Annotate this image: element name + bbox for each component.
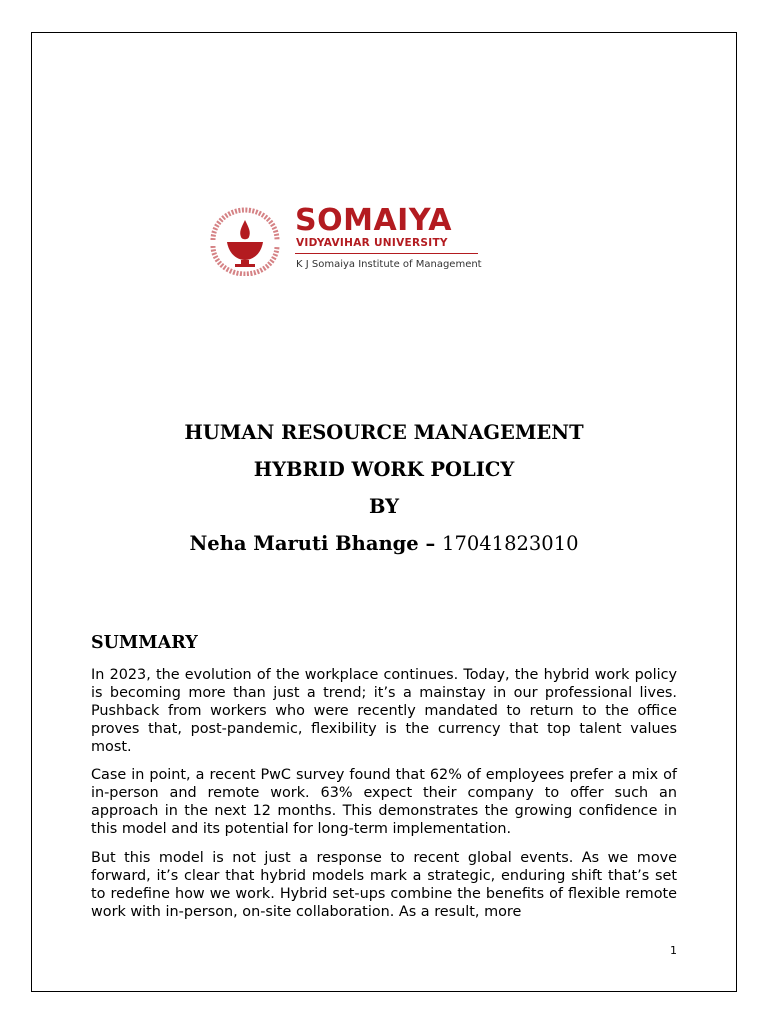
- logo-divider: [295, 253, 478, 254]
- course-title: HUMAN RESOURCE MANAGEMENT: [184, 421, 584, 444]
- summary-paragraph: But this model is not just a response to recent global events. As we move forward, it’s clear that hybrid models mark a strategic, enduring shift that’s set to redefine how we work. Hybrid set-ups combine the benefits of flexible remote work with in-person, on-site collaboration. As a result, more: [91, 850, 677, 920]
- summary-heading: SUMMARY: [91, 633, 198, 653]
- somaiya-logo: [203, 203, 563, 276]
- author-line: [0, 532, 768, 555]
- summary-paragraph: In 2023, the evolution of the workplace continues. Today, the hybrid work policy is becoming more than just a trend; it’s a mainstay in our professional lives. Pushback from workers who were recently mandated to return to the office proves that, post-pandemic, flexibility is the currency that top talent values most.: [91, 667, 677, 755]
- topic-title: HYBRID WORK POLICY: [253, 458, 515, 481]
- by-label: BY: [368, 495, 400, 518]
- logo-university: VIDYAVIHAR UNIVERSITY: [296, 237, 448, 249]
- summary-paragraph: Case in point, a recent PwC survey found that 62% of employees prefer a mix of in-person and remote work. 63% expect their company to offer such an approach in the next 12 months. This demonstrates the growing confidence in this model and its potential for long-term implementation.: [91, 767, 677, 837]
- logo-institute: K J Somaiya Institute of Management: [296, 259, 482, 270]
- author-name: Neha Maruti Bhange –: [189, 532, 436, 555]
- page-number: 1: [670, 944, 677, 957]
- author-id: 17041823010: [442, 532, 579, 555]
- logo-name: SOMAIYA: [295, 203, 452, 238]
- somaiya-emblem-icon: [203, 206, 287, 276]
